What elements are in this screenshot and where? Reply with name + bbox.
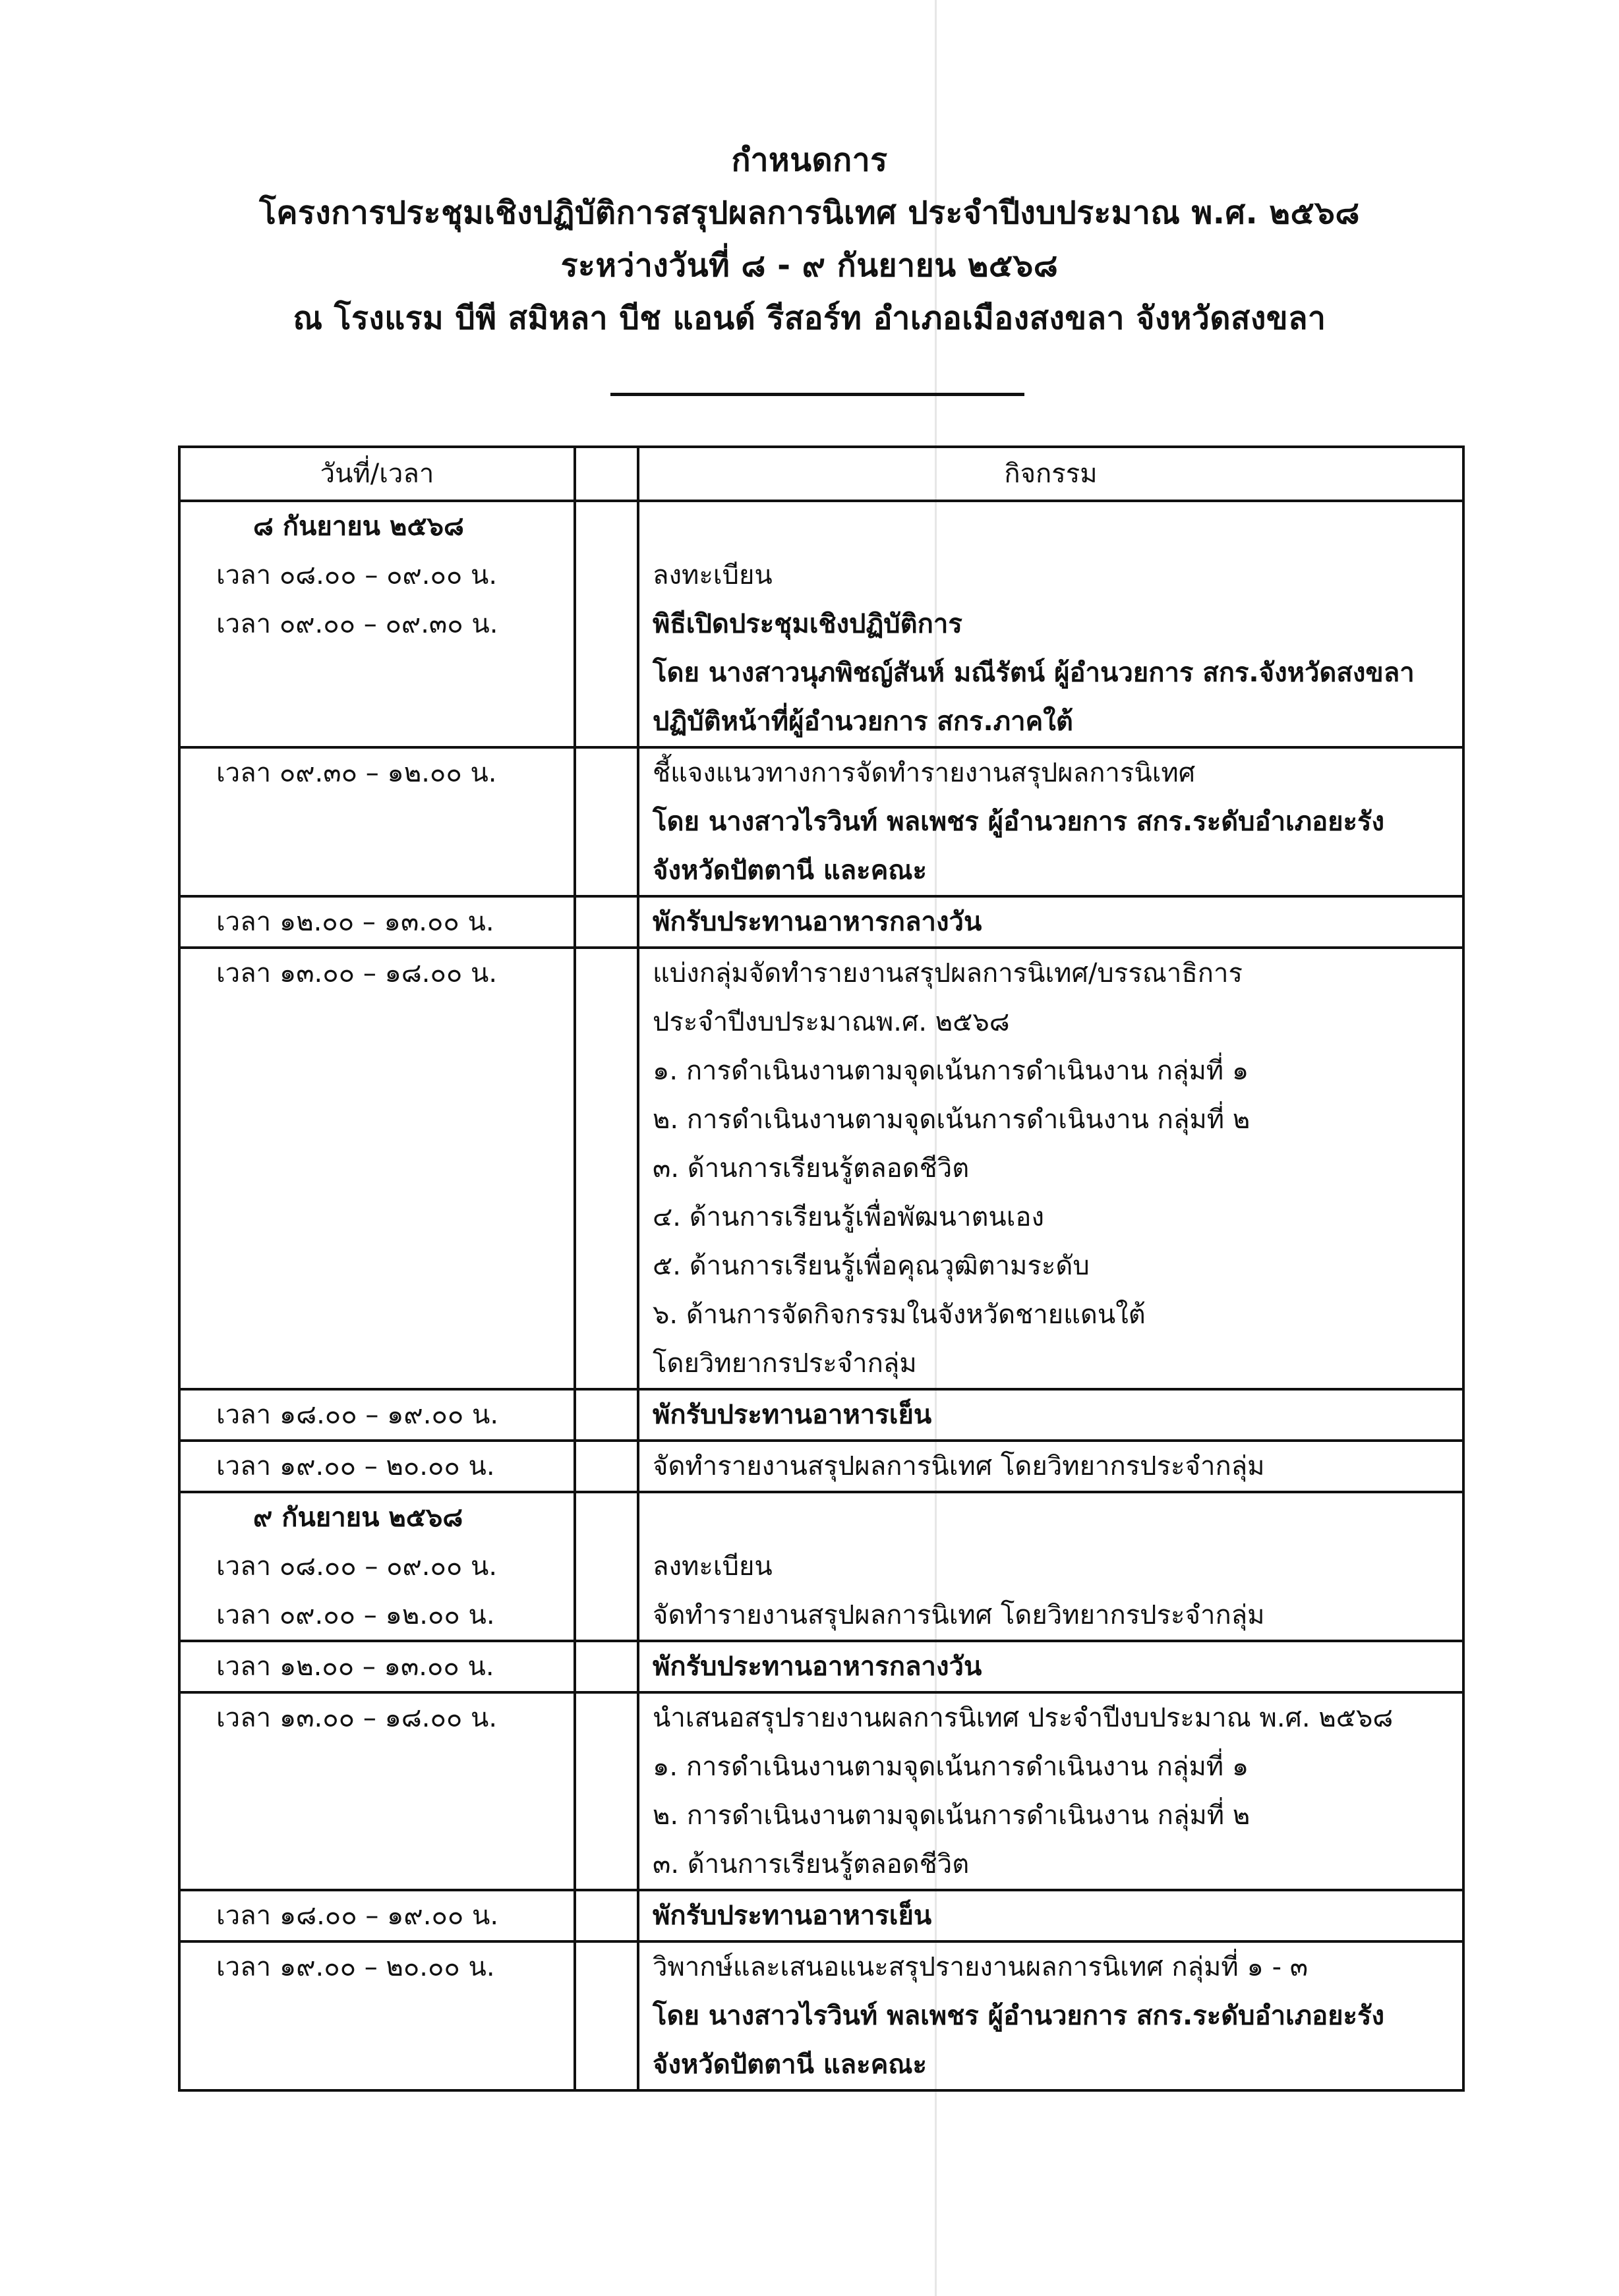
time-slot: เวลา ๐๙.๓๐ – ๑๒.๐๐ น. bbox=[216, 758, 497, 788]
event-venue: ณ โรงแรม บีพี สมิหลา บีช แอนด์ รีสอร์ท อำเภอเมืองสงขลา จังหวัดสงขลา bbox=[293, 300, 1326, 337]
time-slot: เวลา ๑๙.๐๐ – ๒๐.๐๐ น. bbox=[216, 1952, 495, 1982]
activity-text: ประจำปีงบประมาณพ.ศ. ๒๕๖๘ bbox=[653, 1007, 1010, 1037]
table-row bbox=[179, 501, 1463, 747]
header-activity: กิจกรรม bbox=[638, 447, 1463, 501]
blank-cell bbox=[575, 1441, 638, 1492]
time-slot: เวลา ๐๘.๐๐ – ๐๙.๐๐ น. bbox=[216, 1551, 498, 1582]
header-divider bbox=[610, 393, 1024, 396]
table-row bbox=[179, 1389, 1463, 1441]
activity-cell bbox=[638, 1492, 1463, 1641]
activity-cell bbox=[638, 1941, 1463, 2090]
time-cell bbox=[179, 896, 575, 948]
time-slot: เวลา ๐๙.๐๐ – ๐๙.๓๐ น. bbox=[216, 609, 498, 639]
activity-text: ชี้แจงแนวทางการจัดทำรายงานสรุปผลการนิเทศ bbox=[653, 758, 1196, 788]
time-slot: เวลา ๑๓.๐๐ – ๑๘.๐๐ น. bbox=[216, 1703, 498, 1733]
activity-text: พักรับประทานอาหารกลางวัน bbox=[653, 907, 982, 937]
project-name: โครงการประชุมเชิงปฏิบัติการสรุปผลการนิเทศ ประจำปีงบประมาณ พ.ศ. ๒๕๖๘ bbox=[259, 194, 1360, 231]
activity-text: จังหวัดปัตตานี และคณะ bbox=[653, 855, 927, 886]
time-cell bbox=[179, 747, 575, 896]
table-row bbox=[179, 1941, 1463, 2090]
activity-cell bbox=[638, 1641, 1463, 1692]
activity-text: โดย นางสาวไรวินท์ พลเพชร ผู้อำนวยการ สกร.ระดับอำเภอยะรัง bbox=[653, 2001, 1385, 2031]
day-date: ๘ กันยายน ๒๕๖๘ bbox=[253, 511, 464, 542]
time-cell bbox=[179, 1492, 575, 1641]
time-slot: เวลา ๑๒.๐๐ – ๑๓.๐๐ น. bbox=[216, 907, 494, 937]
time-cell bbox=[179, 1941, 575, 2090]
activity-cell bbox=[638, 747, 1463, 896]
activity-cell bbox=[638, 501, 1463, 747]
activity-text: โดย นางสาวนุภพิชญ์สันห์ มณีรัตน์ ผู้อำนวยการ สกร.จังหวัดสงขลา bbox=[653, 658, 1415, 688]
activity-text: จัดทำรายงานสรุปผลการนิเทศ โดยวิทยากรประจำกลุ่ม bbox=[653, 1451, 1265, 1481]
time-cell bbox=[179, 1441, 575, 1492]
header-time: วันที่/เวลา bbox=[179, 447, 575, 501]
table-row bbox=[179, 1441, 1463, 1492]
time-cell bbox=[179, 1692, 575, 1890]
activity-text: ลงทะเบียน bbox=[653, 560, 773, 590]
activity-text: จังหวัดปัตตานี และคณะ bbox=[653, 2050, 927, 2080]
time-slot: เวลา ๐๘.๐๐ – ๐๙.๐๐ น. bbox=[216, 560, 498, 590]
time-cell bbox=[179, 1389, 575, 1441]
schedule-table bbox=[178, 445, 1465, 2092]
time-slot: เวลา ๐๙.๐๐ – ๑๒.๐๐ น. bbox=[216, 1600, 495, 1630]
time-cell bbox=[179, 1890, 575, 1941]
activity-text: โดย นางสาวไรวินท์ พลเพชร ผู้อำนวยการ สกร.ระดับอำเภอยะรัง bbox=[653, 807, 1385, 837]
activity-text: โดยวิทยากรประจำกลุ่ม bbox=[653, 1348, 917, 1379]
list-item: ๑. การดำเนินงานตามจุดเน้นการดำเนินงาน กลุ่มที่ ๑ bbox=[653, 1056, 1249, 1086]
blank-cell bbox=[575, 1890, 638, 1941]
table-row bbox=[179, 1890, 1463, 1941]
list-item: ๔. ด้านการเรียนรู้เพื่อพัฒนาตนเอง bbox=[653, 1202, 1044, 1232]
activity-text: พักรับประทานอาหารเย็น bbox=[653, 1901, 932, 1931]
blank-cell bbox=[575, 1692, 638, 1890]
time-slot: เวลา ๑๘.๐๐ – ๑๙.๐๐ น. bbox=[216, 1901, 499, 1931]
blank-cell bbox=[575, 1389, 638, 1441]
list-item: ๕. ด้านการเรียนรู้เพื่อคุณวุฒิตามระดับ bbox=[653, 1251, 1090, 1281]
activity-text: พักรับประทานอาหารกลางวัน bbox=[653, 1651, 982, 1682]
list-item: ๑. การดำเนินงานตามจุดเน้นการดำเนินงาน กลุ่มที่ ๑ bbox=[653, 1752, 1249, 1782]
list-item: ๓. ด้านการเรียนรู้ตลอดชีวิต bbox=[653, 1849, 970, 1880]
activity-cell bbox=[638, 1441, 1463, 1492]
activity-text: นำเสนอสรุปรายงานผลการนิเทศ ประจำปีงบประมาณ พ.ศ. ๒๕๖๘ bbox=[653, 1703, 1394, 1733]
activity-text: พิธีเปิดประชุมเชิงปฏิบัติการ bbox=[653, 609, 962, 639]
blank-cell bbox=[575, 501, 638, 747]
time-slot: เวลา ๑๙.๐๐ – ๒๐.๐๐ น. bbox=[216, 1451, 495, 1481]
blank-cell bbox=[575, 1941, 638, 2090]
table-row bbox=[179, 1641, 1463, 1692]
list-item: ๖. ด้านการจัดกิจกรรมในจังหวัดชายแดนใต้ bbox=[653, 1300, 1146, 1330]
activity-cell bbox=[638, 1890, 1463, 1941]
time-cell bbox=[179, 948, 575, 1389]
blank-cell bbox=[575, 1641, 638, 1692]
activity-text: แบ่งกลุ่มจัดทำรายงานสรุปผลการนิเทศ/บรรณาธิการ bbox=[653, 958, 1243, 989]
activity-cell bbox=[638, 896, 1463, 948]
time-cell bbox=[179, 1641, 575, 1692]
activity-cell bbox=[638, 1389, 1463, 1441]
blank-cell bbox=[575, 1492, 638, 1641]
table-header-row bbox=[179, 447, 1463, 501]
schedule-title: กำหนดการ bbox=[731, 142, 888, 179]
activity-text: วิพากษ์และเสนอแนะสรุปรายงานผลการนิเทศ กลุ่มที่ ๑ - ๓ bbox=[653, 1952, 1309, 1982]
activity-text: ปฏิบัติหน้าที่ผู้อำนวยการ สกร.ภาคใต้ bbox=[653, 706, 1073, 737]
header-blank bbox=[575, 447, 638, 501]
blank-cell bbox=[575, 896, 638, 948]
time-cell bbox=[179, 501, 575, 747]
list-item: ๒. การดำเนินงานตามจุดเน้นการดำเนินงาน กลุ่มที่ ๒ bbox=[653, 1105, 1251, 1135]
time-slot: เวลา ๑๓.๐๐ – ๑๘.๐๐ น. bbox=[216, 958, 498, 989]
blank-cell bbox=[575, 747, 638, 896]
table-row bbox=[179, 1692, 1463, 1890]
activity-text: พักรับประทานอาหารเย็น bbox=[653, 1400, 932, 1430]
table-row bbox=[179, 747, 1463, 896]
event-dates: ระหว่างวันที่ ๘ - ๙ กันยายน ๒๕๖๘ bbox=[560, 247, 1059, 284]
table-row bbox=[179, 1492, 1463, 1641]
activity-cell bbox=[638, 1692, 1463, 1890]
activity-cell bbox=[638, 948, 1463, 1389]
day-date: ๙ กันยายน ๒๕๖๘ bbox=[253, 1503, 463, 1533]
table-row bbox=[179, 896, 1463, 948]
document-header bbox=[0, 138, 1619, 349]
list-item: ๓. ด้านการเรียนรู้ตลอดชีวิต bbox=[653, 1153, 970, 1184]
activity-text: ลงทะเบียน bbox=[653, 1551, 773, 1582]
list-item: ๒. การดำเนินงานตามจุดเน้นการดำเนินงาน กลุ่มที่ ๒ bbox=[653, 1800, 1251, 1831]
activity-text: จัดทำรายงานสรุปผลการนิเทศ โดยวิทยากรประจำกลุ่ม bbox=[653, 1600, 1265, 1630]
time-slot: เวลา ๑๒.๐๐ – ๑๓.๐๐ น. bbox=[216, 1651, 494, 1682]
blank-cell bbox=[575, 948, 638, 1389]
table-row bbox=[179, 948, 1463, 1389]
time-slot: เวลา ๑๘.๐๐ – ๑๙.๐๐ น. bbox=[216, 1400, 499, 1430]
